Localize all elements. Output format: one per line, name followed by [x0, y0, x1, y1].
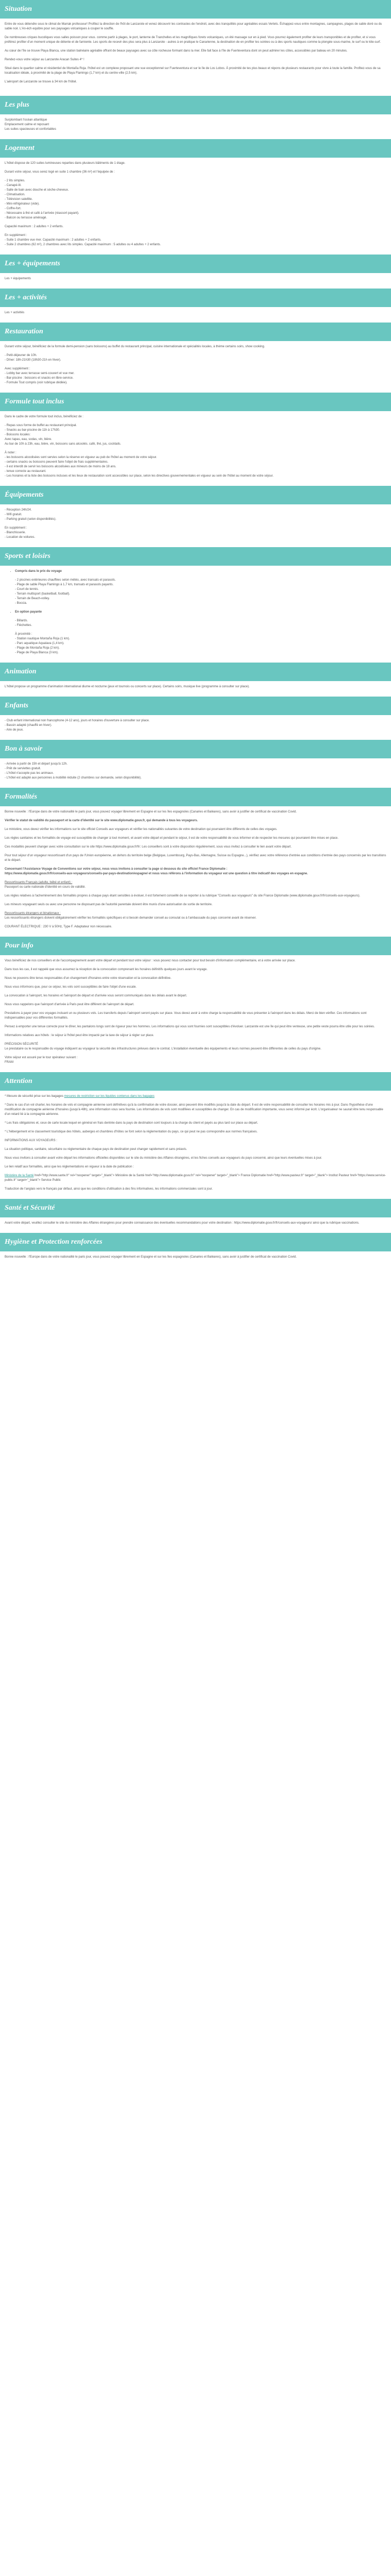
list-item: - Formule Tout compris (voir rubrique dédiée).: [5, 381, 68, 384]
section-plus: [0, 96, 391, 139]
section-title: Les + activités: [0, 289, 391, 307]
paragraph: Passeport ou carte nationale d'identité en cours de validité.: [5, 886, 86, 889]
list-item: - Snacks au bar-piscine de 11h à 17h30.: [5, 429, 60, 432]
list-item: - il est interdit de servir les boissons alcoolisées aux mineurs de moins de 18 ans.: [5, 465, 117, 468]
list-item: - Télévision satellite.: [5, 198, 33, 201]
list-item: - Coffre-fort.: [5, 207, 22, 210]
section-title: Les plus: [0, 96, 391, 114]
list-item: - Canapé-lit.: [5, 184, 22, 187]
subheading: À proximité :: [15, 633, 32, 636]
list-item: - Billards.: [15, 619, 28, 622]
paragraph: Les mineurs voyageant seuls ou avec une personne ne disposant pas de l'autorité parentale doivent être munis d'une autorisation de sortie de territoire.: [5, 903, 213, 906]
paragraph: Votre séjour est assuré par le tour opérateur suivant :: [5, 1056, 78, 1059]
list-item: - Bassin adapté (chauffé en hiver).: [5, 724, 52, 727]
paragraph: L'aéroport de Lanzarote se trouve à 34 km de l'hôtel.: [5, 80, 77, 83]
section-title: Pour info: [0, 937, 391, 955]
section-situation: [0, 0, 391, 96]
paragraph: Les + équipements: [5, 277, 31, 280]
list-item: - Aire de jeux.: [5, 728, 24, 732]
paragraph: Concernant l'Assistance Voyage de Conventions sur votre séjour, nous vous invitons à consulter la page si dessous du site officiel France Diplomatie :: [5, 868, 227, 871]
paragraph: Capacité maximum : 2 adultes + 2 enfants.: [5, 225, 63, 228]
list-item: - Club enfant international non francophone (4-12 ans), jours et horaires d'ouverture à consulter sur place.: [5, 719, 150, 722]
section-title: Situation: [0, 0, 391, 19]
option-list: [5, 610, 386, 615]
section-logement: [0, 139, 391, 255]
section-equipements: [0, 486, 391, 547]
operator-name: FRAM: [5, 1061, 13, 1064]
section-restauration: [0, 323, 391, 393]
list-item: - Lobby bar avec terrasse semi-couvert et vue mer.: [5, 372, 75, 375]
paragraph: Nous vous informons que, pour ce séjour, les vols sont susceptibles de faire l'objet d'une escale.: [5, 986, 137, 989]
list-item: - Parc aquatique Aqualava (1,4 km).: [15, 642, 64, 645]
section-title: Enfants: [0, 697, 391, 715]
section-title: Formule tout inclus: [0, 393, 391, 411]
list-item: - Suite 1 chambre vue mer. Capacité maximum : 2 adultes + 2 enfants.: [5, 239, 102, 242]
paragraph: Rendez-vous votre séjour au Lanzarote Aracan Suites 4* !: [5, 58, 85, 61]
list-item: - Fléchettes.: [15, 624, 32, 627]
list-item: - Prêt de serviettes gratuit.: [5, 767, 41, 770]
subheading: En supplément :: [5, 234, 27, 237]
list-item: - L'hôtel est adapté aux personnes à mobilité réduite (2 chambres sur demande, selon disponibilité).: [5, 776, 142, 779]
paragraph: Prestations à payer pour vos voyages incluant un ou plusieurs vols. Les transferts depuis l'aéroport seront payés sur place. Vous devez avoir à votre charge la responsabilité de vous présenter à l'aéroport dans les délais. Merci de bien vérifier. Ces informations sont indispensables pour vos différentes formalités.: [5, 1012, 367, 1020]
list-item: - Wifi gratuit.: [5, 513, 22, 516]
paragraph: Nous vous invitons à consulter avant votre départ les informations officielles disponibles sur le site du ministère des Affaires étrangères, et les fiches conseils aux voyageurs du pays concerné, ainsi que leurs éventuelles mises à jour.: [5, 1157, 322, 1160]
ministry-health-link[interactable]: Ministère de la Santé: [5, 1174, 34, 1177]
section-bon-a-savoir: [0, 740, 391, 788]
list-item: - Salle de bain avec douche et sèche-cheveux.: [5, 189, 69, 192]
list-item: - L'hôtel n'accepte pas les animaux.: [5, 772, 54, 775]
section-title: Sports et loisirs: [0, 547, 391, 566]
list-item: - Bar-piscine : boissons et snacks en libre-service.: [5, 377, 74, 380]
liquids-restriction-link[interactable]: mesures de restriction sur les liquides contenus dans les bagages: [64, 1095, 155, 1098]
paragraph: L'hôtel propose un programme d'animation international diurne et nocturne (jeux et tournois ou concerts sur place). Certains soirs, musique live (programme à consulter sur place).: [5, 685, 250, 688]
list-item: - Location de voitures.: [5, 536, 36, 539]
paragraph: Pour tout séjour d'un voyageur ressortissant d'un pays de l'Union européenne, en dehors du territoire belge (Belgique, Luxembourg, Pays-Bas, Allemagne, Suisse ou Espagne...), vérifiez avec votre référence d'entrée aux conditions d'entrée des pays concernés par les transitions et le départ.: [5, 854, 386, 862]
list-item: - tenue correcte au restaurant.: [5, 470, 46, 473]
paragraph: Vous bénéficiez de nos conseillers et de l'accompagnement avant votre départ et pendant tout votre séjour : vous pouvez nous contacter pour tout besoin d'information complémentaire, et à votre arrivée sur place.: [5, 959, 296, 962]
paragraph: * Les frais obligatoires et, ceux de carte locale lequel en général en frais dentrée dans la pays de destination sont toujours à la charge du client et payés au plus tard sur place au départ.: [5, 1122, 258, 1125]
paragraph: Bonne nouvelle : l'Europe dans de votre nationalité le paris jour, vous pouvez voyager librement en Espagne et sur les îles espagnoles (Canaries et Baléares), sans avoir à justifier de certificat de vaccination Covid.: [5, 810, 297, 814]
included-list: [5, 569, 386, 574]
paragraph: https://www.diplomatie.gouv.fr/fr/conseils-aux-voyageurs/conseils-par-pays-destination/espagne/ et nous vous référons à l'information du voyageur est une question à titre indicatif des voyages en espagne.: [5, 872, 308, 875]
paragraph: Informations relatives aux hôtels : le séjour à l'hôtel peut être impacté par la taxe de séjour à régler sur place.: [5, 1034, 154, 1037]
list-item: - Station nautique Montaña Roja (1 km).: [15, 637, 70, 640]
section-hygiene: [0, 1233, 391, 1267]
paragraph: [5, 1094, 386, 1099]
list-item: - Climatisation.: [5, 193, 25, 196]
paragraph: La convocation à l'aéroport, les horaires et l'aéroport de départ et d'arrivée vous seront communiqués dans les délais avant le départ.: [5, 994, 187, 997]
list-item: - Plage de Montaña Roja (2 km).: [15, 647, 60, 650]
list-item: - Terrain multisport (basketball, football).: [15, 592, 70, 596]
list-item: - Mini-réfrigérateur (vide).: [5, 202, 40, 206]
list-item: Surplombant l'océan atlantique: [5, 118, 47, 122]
paragraph: Au cœur de l'île se trouve Playa Blanca, une station balnéaire agréable offrant de beaux paysages avec sa côte rocheuse formant dans la mer. Elle fait face à l'île de Fuerteventura dont on peut admirer les côtes, accessibles par bateau en 20 minutes.: [5, 49, 348, 53]
section-activites-plus: [0, 289, 391, 323]
section-title: Bon à savoir: [0, 740, 391, 758]
subheading: En supplément :: [5, 527, 27, 530]
section-title: Formalités: [0, 788, 391, 806]
paragraph: L'hôtel dispose de 120 suites lumineuses reparties dans plusieurs bâtiments de 1 étage.: [5, 162, 125, 165]
section-enfants: [0, 697, 391, 740]
paragraph: Le lien relatif aux formalités, ainsi que les réglementations en vigueur à la date de publication :: [5, 1165, 134, 1168]
section-formule: [0, 393, 391, 486]
warning-text: Vérifier le statut de validité du passeport et la carte d'identité sur le site www.diplomatie.gouv.fr, qui demande à tous les voyageurs.: [5, 819, 198, 822]
section-title: Santé et Sécurité: [0, 1199, 391, 1217]
subheading: • En option payante: [15, 610, 386, 615]
list-item: - certains snacks ou boissons peuvent faire l'objet de frais supplémentaires.: [5, 461, 108, 464]
paragraph: Durant votre séjour, bénéficiez de la formule demi-pension (sans boissons) au buffet du restaurant principal, cuisine internationale et spécialités locales, à thème certains soirs, show cooking.: [5, 345, 265, 348]
list-item: - Petit-déjeuner de 10h.: [5, 354, 37, 357]
paragraph: Ces modalités peuvent changer avec votre consultation sur le site https://www.diplomatie.gouv.fr/fr/. Les conseillers sont à votre disposition régulièrement, sous vous invitez à consulter le lien avant votre départ.: [5, 845, 292, 849]
list-item: - Réception 24h/24.: [5, 509, 32, 512]
section-formalites: [0, 788, 391, 937]
list-item: - Suite 2 chambres (62 m²), 2 chambres avec lits simples. Capacité maximum : 5 adultes ou 4 adultes + 2 enfants.: [5, 243, 161, 246]
section-sports: [0, 547, 391, 663]
paragraph: * L'hébergement et le classement touristique des hôtels, auberges et chambres d'hôtes se font selon la réglementation du pays, ce qui peut ne pas correspondre aux normes françaises.: [5, 1130, 258, 1133]
list-item: - les boissons alcoolisées sont servies selon la réserve en vigueur au pub de l'hôtel au moment de votre séjour.: [5, 456, 157, 459]
paragraph: Les ressortissants étrangers doivent obligatoirement vérifier les formalités spécifiques et si besoin demander conseil au consulat ou à l'ambassade du pays concerné avant de réserver.: [5, 917, 257, 920]
list-item: Les suites spacieuses et confortables: [5, 128, 56, 131]
paragraph: COURANT ÉLECTRIQUE : 230 V à 50Hz, Type F. Adaptateur non nécessaire.: [5, 925, 112, 928]
list-item: - Boissons locales:: [5, 433, 31, 436]
list-item: - Repas sous forme de buffet au restaurant principal.: [5, 424, 77, 427]
section-title: Équipements: [0, 486, 391, 504]
subheading: PRÉCISION SÉCURITÉ: [5, 1043, 39, 1046]
paragraph: Les règles relatives à l'acheminement des formalités propres à chaque pays étant sensibles à évoluer, il est fortement conseillé de se reporter à la rubrique "Conseils aux voyageurs" du site France Diplomatie (www.diplomatie.gouv.fr/fr/conseils-aux-voyageurs).: [5, 894, 361, 897]
paragraph: Pensez à emporter une tenue correcte pour le dîner, les pantalons longs sont de rigueur pour les hommes. Les informations qui vous sont fournies sont susceptibles d'évoluer. Lanzarote est une île qui peut être venteuse, une petite veste pourra être utile pour les soirées.: [5, 1025, 375, 1028]
list-item: Emplacement calme et reposant: [5, 123, 50, 126]
section-attention: [0, 1072, 391, 1199]
section-title: Les + équipements: [0, 255, 391, 273]
list-item: - Nécessaire à thé et café à l'arrivée (réassort payant).: [5, 212, 79, 215]
paragraph: Durant votre séjour, vous serez logé en suite 1 chambre (36 m²) et l'équipée de :: [5, 171, 115, 174]
list-item: - 2 lits simples.: [5, 179, 25, 182]
paragraph-text: * Mesure de sécurité prise sur les bagages: [5, 1095, 64, 1098]
list-item: - Arrivée à partir de 15h et départ jusqu'à 12h.: [5, 762, 68, 766]
paragraph: Nous vous rappelons que l'aéroport d'arrivée à Paris peut être différent de l'aéroport de départ.: [5, 1003, 135, 1006]
section-pour-info: [0, 937, 391, 1072]
list-item: - Parking gratuit (selon disponibilités).: [5, 518, 57, 521]
section-sante: [0, 1199, 391, 1233]
paragraph: Les + activités: [5, 311, 25, 314]
list-item: - Plage de Playa Blanca (3 km).: [15, 651, 59, 654]
section-animation: [0, 663, 391, 697]
paragraph: Situé dans le quartier calme et résidentiel de Montaña Roja. l'hôtel est un complexe proposant une vue exceptionnel sur Fuerteventura et sur le île de Los Lobos. À proximité de tes plus beaux et répons de plusieurs restaurants pour vivre à toute la famille. Profitez-vous de sa localisation idéale, à proximité de la plage de Playa Flamingo (1,7 km) et du centre-ville (2,5 km).: [5, 67, 381, 75]
paragraph: Traduction de l'anglais vers le français par défaut, ainsi que les conditions d'utilisation à des fins informatives, les informations commerciales sont à jour.: [5, 1188, 213, 1191]
section-title: Logement: [0, 139, 391, 158]
list-item: - Boccia.: [15, 602, 27, 605]
subheading: Ressortissants étrangers et binationaux :: [5, 912, 61, 915]
subheading: • Compris dans le prix du voyage: [15, 569, 386, 574]
paragraph: Le ministère, vous devez vérifier les informations sur le site officiel Conseils aux voyageurs et vérifier les nationalités suivantes de votre destination qui pourraient être différents de celles des voyages.: [5, 828, 278, 831]
list-item: - Balcon ou terrasse aménagé.: [5, 216, 47, 219]
section-equipements-plus: [0, 255, 391, 289]
list-item: - Plage de sable Playa Flamingo à 1,7 km, transats et parasols payants.: [15, 583, 114, 586]
section-title: Hygiène et Protection renforcées: [0, 1233, 391, 1251]
list-item: - Blanchisserie.: [5, 531, 26, 534]
paragraph: De nombreuses criques bucoliques vous salles poisson pour vous. comme partir à plages, le port, lanterne de Tranchelles et les magnifiques forets volcaniques, un été massage sur en à pied. Vous pourrez également profiter de leurs transponibles et de profiter, et si vous préférez profiter d'un moment unique de détente et de farniente. Les sports de recevir des plus sera plus à Lanzarote - autres à en pratique le Canarienne, la destination de en profiter les soirées ou à des sports nautiques comme la plongée sous-marine, le surf ou le kite-surf.: [5, 36, 381, 44]
section-title: Attention: [0, 1072, 391, 1091]
list-item: - Dîner: 18h-21h30 (18h30-21h en hiver).: [5, 359, 61, 362]
list-item: - Court de tennis.: [15, 588, 39, 591]
section-title: Restauration: [0, 323, 391, 341]
paragraph: La situation politique, sanitaire, sécuritaire ou réglementaire de chaque pays de destination peut changer rapidement et sans préavis.: [5, 1148, 187, 1151]
list-item: - Terrain de Beach-volley.: [15, 597, 50, 600]
paragraph: * Dans le cas d'un vol charter, les horaires de vols et compagnie aérienne sont définitives qu'à la confirmation de votre dossier, ainsi peuvent être modifiés jusqu'à la date du départ. Il est de votre responsabilité de consulter les horaires mis à jour. Dans l'hypothèse d'une modification de compagnie aérienne d'horaires (jusqu'à 48h), une information vous sera fournie. Les informations de vols sont modifiées et susceptibles de changer. En cas de modification importante, vous serez informé par écrit. L'organisateur ne saurait être tenu responsable d'un retard lié à la compagnie aérienne.: [5, 1104, 383, 1116]
paragraph: INFORMATIONS AUX VOYAGEURS :: [5, 1139, 57, 1142]
paragraph: Avant votre départ, veuillez consulter le site du ministère des Affaires étrangères pour prendre connaissance des éventuelles recommandations pour votre destination : https://www.diplomatie.gouv.fr/fr/conseils-aux-voyageurs/ ainsi que la rubrique vaccinations.: [5, 1222, 360, 1225]
paragraph: Dans le cadre de votre formule tout inclus, bénéficiez de :: [5, 415, 84, 418]
list-item: Avec tapas, eau, sodas, vin, bière.: [5, 438, 52, 441]
paragraph: Dans tous les cas, il est rappelé que vous assumez la réception de la convocation comprenant les horaires définitifs quelques jours avant le voyage.: [5, 968, 208, 971]
paragraph: [5, 1174, 386, 1183]
paragraph: Le prestataire ou le responsable du voyage indiquent au voyageur la sécurité des infrastructures prévues dans le contrat. L'installation éventuelle des équipements et leurs normes peuvent être différentes de celles du pays d'origine.: [5, 1047, 321, 1050]
list-item: Au bar de 10h à 23h, eau, bière, vin, boissons sans alcoolés. café, thé, jus, cocktails.: [5, 443, 121, 446]
list-item: - 2 piscines extérieures chauffées selon météo, avec transats et parasols.: [15, 579, 116, 582]
paragraph: Les règles sanitaires et les formalités de voyage est susceptible de changer à tout moment, et avant votre départ et pendant le séjour, il est de votre responsabilité de vous informer et de respecter les mesures qui pourraient être mises en place.: [5, 837, 339, 840]
subheading: À noter :: [5, 451, 17, 454]
subheading: Ressortissants Français (adulte, bébé et enfant) :: [5, 881, 73, 884]
paragraph: Nous ne pouvons être tenus responsables d'un changement d'horaires entre votre réservation et la convocation définitive.: [5, 977, 172, 980]
paragraph-text: href="http://www.sante.fr" rel="noopener" target="_blank"> Ministère de la Santé href="http://www.diplomatie.gouv.fr/" rel="noopener" target="_blank"> France Diplomatie href="http://www.pasteur.fr" target="_blank"> Institut Pasteur href="https://www.service-public.fr" target="_blank"> Service Public: [5, 1174, 386, 1182]
paragraph: Bonne nouvelle : l'Europe dans de votre nationalité le paris jour, vous pouvez voyager librement en Espagne et sur les îles espagnoles (Canaries et Baléares), sans avoir à justifier de certificat de vaccination Covid.: [5, 1256, 297, 1259]
list-item: - Les horaires et la liste des boissons incluses et les lieux de restauration sont accessibles sur place, selon les directives gouvernementales en vigueur au sein de l'hôtel au moment de votre séjour.: [5, 474, 274, 478]
section-title: Animation: [0, 663, 391, 681]
paragraph: Entre de vous détendre sous le climat de Marrak professeur! Profitez la direction de l'hôt de Lanzarote et venez découvrir les contrastes de l'endroit, avec des tranquilités pour agréables essais Vertets. Échappez-vous entre montagnes, campagnes, plages de sable doré ou du sable noir. L'An-éch equibre pour ses paysages volcaniques à couper le souffle.: [5, 23, 382, 30]
subheading: Avec supplément :: [5, 367, 30, 370]
